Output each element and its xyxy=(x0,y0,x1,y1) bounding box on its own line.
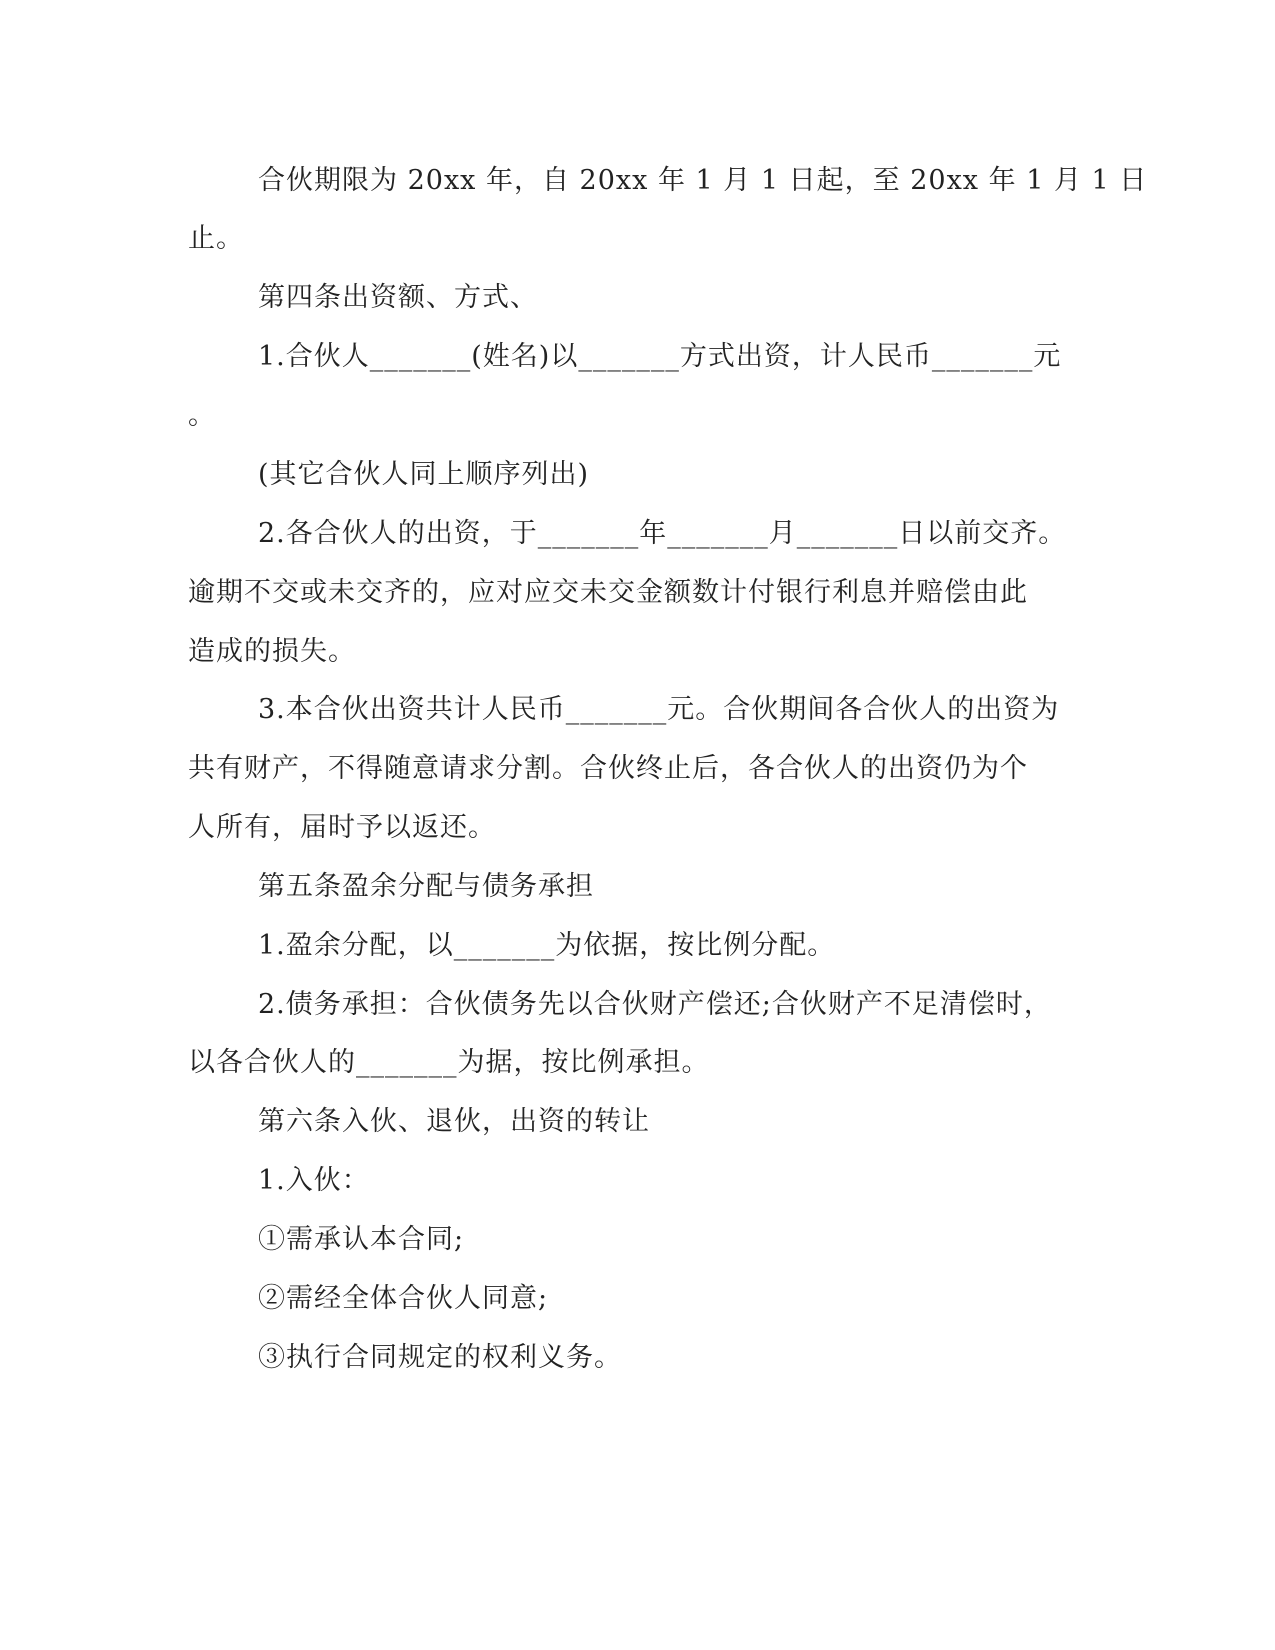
article-4-clause-1-cont: 。 xyxy=(188,400,216,431)
article-4-note: (其它合伙人同上顺序列出) xyxy=(258,459,590,490)
article-5-clause-1: 1.盈余分配，以_______为依据，按比例分配。 xyxy=(258,930,836,961)
article-4-clause-2-cont: 逾期不交或未交齐的，应对应交未交金额数计付银行利息并赔偿由此 xyxy=(188,577,1028,608)
article-6-clause-1: 1.入伙： xyxy=(258,1165,370,1196)
article-4-clause-3-cont: 人所有，届时予以返还。 xyxy=(188,812,496,843)
article-5-clause-2: 2.债务承担：合伙债务先以合伙财产偿还;合伙财产不足清偿时， xyxy=(258,989,1052,1020)
article-4-clause-3: 3.本合伙出资共计人民币_______元。合伙期间各合伙人的出资为 xyxy=(258,694,1060,725)
article-4-heading: 第四条出资额、方式、 xyxy=(258,282,538,313)
article-4-clause-2-cont: 造成的损失。 xyxy=(188,636,356,667)
article-4-clause-1: 1.合伙人_______(姓名)以_______方式出资，计人民币_______元 xyxy=(258,341,1062,372)
article-4-clause-2: 2.各合伙人的出资，于_______年_______月_______日以前交齐。 xyxy=(258,518,1067,549)
term-period-line-cont: 止。 xyxy=(188,223,244,254)
article-4-clause-3-cont: 共有财产，不得随意请求分割。合伙终止后，各合伙人的出资仍为个 xyxy=(188,753,1028,784)
article-6-item-1: ①需承认本合同; xyxy=(258,1224,465,1255)
article-6-item-3: ③执行合同规定的权利义务。 xyxy=(258,1342,622,1373)
article-5-heading: 第五条盈余分配与债务承担 xyxy=(258,871,594,902)
article-6-heading: 第六条入伙、退伙，出资的转让 xyxy=(258,1106,650,1137)
term-period-line: 合伙期限为 20xx 年，自 20xx 年 1 月 1 日起，至 20xx 年 1 月 1 日 xyxy=(258,165,1148,196)
article-6-item-2: ②需经全体合伙人同意; xyxy=(258,1283,549,1314)
article-5-clause-2-cont: 以各合伙人的_______为据，按比例承担。 xyxy=(188,1047,710,1078)
